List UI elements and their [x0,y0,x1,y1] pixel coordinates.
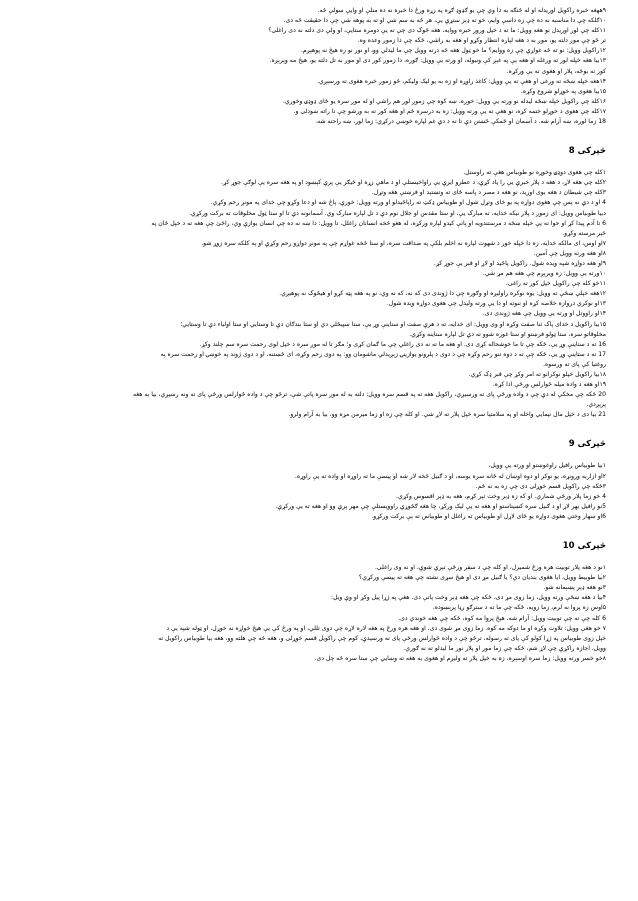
verse-line: مخلوقاتو سره، ستا ټولو فرښتو او ستا غوره شوو ته دې تل لپاره ستاينه وکړي. [409,330,606,338]
verse-line: ۱۵بيا هغوی په خوړلو شروع وکړه. [521,87,606,95]
verse-line: ۱۲راکويل وويل: نو ته څه غواړې چې زه ووايم؟ ما خو ټول هغه څه درته وويل چې ما ليدلي وو، او نور نو زه هيڅ نه پوهېږم. [301,47,606,55]
verse-line: ۱۴هغه خپله ښځه ته ورغی او هغې ته يې وويل: کاغذ راوړه او زه به يو ليک وليکم، څو زموږ خبره هغوی ته ورسېږي. [317,77,606,85]
verse-line: خپل زوی طوبياس په ژړا کولو کې پای ته رسوله، ترڅو چې د واده څوارلس ورځې پای ته ورسيدې، کوم چې راکويل قسم خوړلی و، هغه څه چې هلته وو، هغه بيا طوبياس راکويل ته [158,634,606,642]
verse-line: ۳نو هغه ډېر پښېمانه شو. [543,584,606,592]
chapter-heading: څپرکی 10 [562,541,606,552]
verse-line: ۱۳بيا هغه خپله لور ته ورغله او هغه يې په غېږ کې ونيوله، او ورته يې وويل: ګوره، دا زموږ کور دی او موږ به تل دلته يو، هيڅ مه وېرېږه. [269,57,606,65]
verse-line: ۸او هغه ورته وويل چې آمين. [533,249,606,257]
verse-line: څېر مرسته وکړو. [562,229,606,237]
verse-line: ۱۰ورته يې وويل: زه ويرېږم چې هغه هم مړ شي. [482,270,606,278]
verse-line: ۵اوس زه پروا نه لرم، زما زويه، ځکه چې ما ته د سترګو رڼا پرېښوده. [432,604,606,612]
verse-line: ۱۹او هغه د واده ميله څوارلس ورځې ادا کړه. [492,381,606,389]
verse-line: ۱نو د هغه پلار توبيت هره ورځ شميرل، او کله چې د سفر ورځې تېرې شوې، او نه وی راغلی. [375,564,606,572]
verse-line: ۲کله چې هغه لاړ، د هغه د پلار خبرې يې را ياد کړې، د عطرو ايرې يې راواخيستلې او د ماهي زړه او ځيګر يې پرې کېښود او په هغه سره يې لوګې جوړ کړ. [221,179,606,187]
verse-line: 6 تا آدم پيدا کړ او حوا ته يې خپله ښځه د مرستندويه او پاتې کيدو لپاره ورکړه، له هغو څخه انسانان راغلل، تا وويل: دا ښه نه ده چې انسان يوازې وي، راځئ چې هغه ته د خپل ځان په [151,219,606,227]
verse-line: دبيا طوبياس وويل: ای زموږ د پلار نيکه خدايه، ته مبارک يې، او ستا مقدس او جلال نوم دې د تل لپاره مبارک وي. آسمانونه دې تا او ستا ټول مخلوقات ته برکت ورکړي. [188,209,606,217]
verse-line: ۷ خو هغې وويل: تلاوت وکړه او ما دوکه مه کوه. زما زوی مړ شوی دی. او هغه هره ورځ په هغه لاره لاړه چې دوی تللي، او په ورځ کې يې هيڅ خواړه نه خوړل، او ټوله شپه يې د [166,624,606,632]
verse-line: 16 ته د ستاينې وړ يې، ځکه چې تا ما خوشحاله کړی دی. او هغه ما ته نه دی راغلي چې ما ګمان کړی و؛ مګر تا له موږ سره د خپل لوی رحمت سره سم چلند وکړ. [199,340,606,348]
verse-line: 17 ته د ستاينې وړ يې، ځکه چې ته د دوه تنو رحم وکړه چې د دوی د پلرونو يوازينۍ زېږيدلي ماشومان وو: په دوی رحم وکړه، ای څښتنه، او د دوی ژوند په خوښۍ او رحمت سره په [160,350,606,358]
verse-line: ۱۸بيا راکويل خپلو نوکرانو ته امر وکړ چې قبر ډک کړي. [468,371,606,378]
section-spacer [36,522,606,532]
verse-line: ۱کله چې هغوی دوډۍ وخوړه نو طوبياس هغې ته راوستل. [463,169,606,177]
verse-line: کور ته بوځه، پلار او هغوی ته يې ورکړه. [506,67,606,75]
verse-line: ۴بيا د هغه ښځې ورته وويل، زما زوی مړ دی، ځکه چې هغه ډېر وخت پاتې دی. هغې په ژړا پيل وکړ او وې ويل: [331,594,606,602]
verse-line: 21 بيا دی د خپل مال نيمايي واخله او په سلامتيا سره خپل پلار ته لاړ شې. او کله چې زه او زما ميرمن مړه وو، بيا به آرام ولرو. [288,411,606,419]
verse-line: 4 خو زما پلار ورځې شماري. او که زه ډېر وخت تېر کړم، هغه به ډېر افسوس وکړي. [396,492,606,500]
verse-line: ۳ځکه چې راکويل قسم خوړلی دی چې زه به نه ځم. [475,482,606,490]
verse-line: ۷او اوس، ای مالکه خدايه، زه دا خپله خور د شهوت لپاره نه اخلم بلکې په صداقت سره، او ستا څخه غواړم چې په مونږ دواړو رحم وکړې او په کلکه سره زوړ شو. [201,239,606,247]
verse-line: ۹ههغه خبره راکويل اوريدله او له څنګه به دا وي چې يو ګډوډ ګړه په زړه ورځ دا خبره نه ده منلې او وايې سولې څه. [317,7,606,14]
verse-line: 4 او د دې نه پس چې هغوی دواړه په يو خای وتړل شول او طوبياس ډکټ ته راپاڅيدلو او ورته وويل: خورې، پاڅ شه او دعا وکړو چې خدای په مونږ رحم وکړي. [210,199,606,207]
verse-line: ۱۳او نوکري دروازه خلاصه کړه او ننوته او دا يې ورته وليدل چې هغوی دواړه ويده شول. [386,300,606,308]
chapter-heading: څپرکی 9 [568,439,606,450]
verse-line: ۱۷کله چې هغوی د خوړلو ختمه کړه، نو هغې ته يې ورته وويل: زه به درسره ځم او هغه کور ته به ورشو چې تا راته ښودلی و. [293,107,606,115]
verse-line: ۱۵بيا راکويل د خدای پاک ثنا صفت وکړه او وی وويل: ای خدايه، ته د هرې صفت او ستاينې وړ يې، ستا سپيڅلي دي او ستا بندګان دې تا وستايي او ستا اولياء دې تا وستايي؛ [180,320,606,328]
verse-line: ۱۲هغه خپلې ښځې ته وويل: يوه نوکره راوليږه او وګوره چې دا ژوندی دی که نه، که نه وي، نو په هغه پټه کړو او هيڅوک نه پوهيږي. [279,290,606,298]
chapter-heading: څپرکی 8 [568,146,606,157]
verse-line: 18 زما لوره، ښه آرام شه. د آسمان او ځمکې څښتن دې تا ته د دې غم لپاره خوښي درکړي: زما لور، ښه راحته شه. [315,118,606,126]
verse-line: 5نو رافيل بهر لاړ او د ګبيل سره کښيناستو او هغه ته يې ليک ورکړ، چا هغه ګڅوړې راوويستلې چې مهر پرې وو او هغه ته يې ورکړې. [275,502,606,510]
verse-line: ۲بيا طوبيط وويل، ايا هغوی بنديان دي؟ يا ګبيل مړ دی او هيڅ سړی نشته چې هغه ته پيسې ورکړي؟ [358,574,606,582]
verse-line: ۲او ازاريه ورونړه، يو نوکر او دوه اوښان له ځانه سره يوسه، او د ګبيل څخه لار شه او پيسې ما ته راوړه او واده ته يې راوړه. [294,472,606,480]
verse-line: ۸خو خسر ورته وويل: زما سره اوسېږه، زه به خپل پلار ته وليږم او هغوی به هغه ته وښايي چې ستا سره څه چل دی. [314,654,606,662]
verse-line: ۹او هغه دواړه شپه ويده شول. راکويل پاڅيد او لاړ او قبر يې جوړ کړ. [433,259,606,267]
verse-line: وويل، اجازه راکړې چې لاړ شم، ځکه چې زما مور او پلار نور ما ليدلو ته نه ګوري. [403,644,606,652]
verse-line: پريږدي. [586,401,606,409]
verse-line: ۱۱خو کله چې راکويل خپل کور ته راغی، [505,280,606,288]
verse-line: تر څو چې موږ دلته يو، موږ به د هغه لپاره انتظار وکړو او هغه به راشي، ځکه چې دا زموږ وعده وه. [357,37,606,45]
verse-line: 6 کله چې ته چې توبيت وويل: آرام شه، هيڅ پروا مه کوه، ځکه چې هغه خوندي دی. [398,614,606,622]
verse-line: ۱بيا طوبياس رافيل راوغوښتو او ورته يې وويل، [488,462,606,470]
verse-line: 6او سهار وختي هغوی دواړه يو ځای لاړل او طوبياس ته راغلل او طوبياس ته يې برکت ورکړو. [371,512,606,520]
section-spacer [36,420,606,430]
verse-line: ۱۶کله چې راکويل خپله ښځه ليدله نو ورته يې وويل: خوږه، ښه کوه چې زموږ لور هم راشي او له موږ سره يو ځای ډوډۍ وخوري. [282,97,606,105]
verse-line: 20 ځکه چې مخکې له دې چې د واده ورځې پای ته ورسيږي، راکويل هغه ته په قسم سره وويل: دلته به له موږ سره پاتې شې، ترڅو چې د واده څوارلس ورځې پای ته ونه رسيږي، بيا به هغه [133,391,606,399]
verse-line: ۳کله چې شيطان د هغه بوی اوريد، نو هغه د مصر د پاسه ځای ته وتښتېد او فرښتې هغه وتړل. [371,189,606,197]
section-spacer [36,127,606,137]
verse-line: ۱۱کله چې لور اوريدل نو هغه وويل: ما ته د خپل ورور خبره ووايه، هغه څوک دی چې ته يې دومره ستايې، او ولې دی دلته نه دی راغلی؟ [268,27,606,35]
verse-line: ۱۴او راووتل او ورته يې وويل چې هغه ژوندی دی. [482,310,606,318]
verse-line: ۱۰ګلکه چې دا مناسبه نه ده چې زه داسې وايم، خو ته ډېر ستړې يې، هر څه به سم شي او ته به پوهه شي چې دا حقيقت څه دی. [283,17,606,25]
verse-line: روغتيا کې پای ته ورسوه. [543,360,606,368]
